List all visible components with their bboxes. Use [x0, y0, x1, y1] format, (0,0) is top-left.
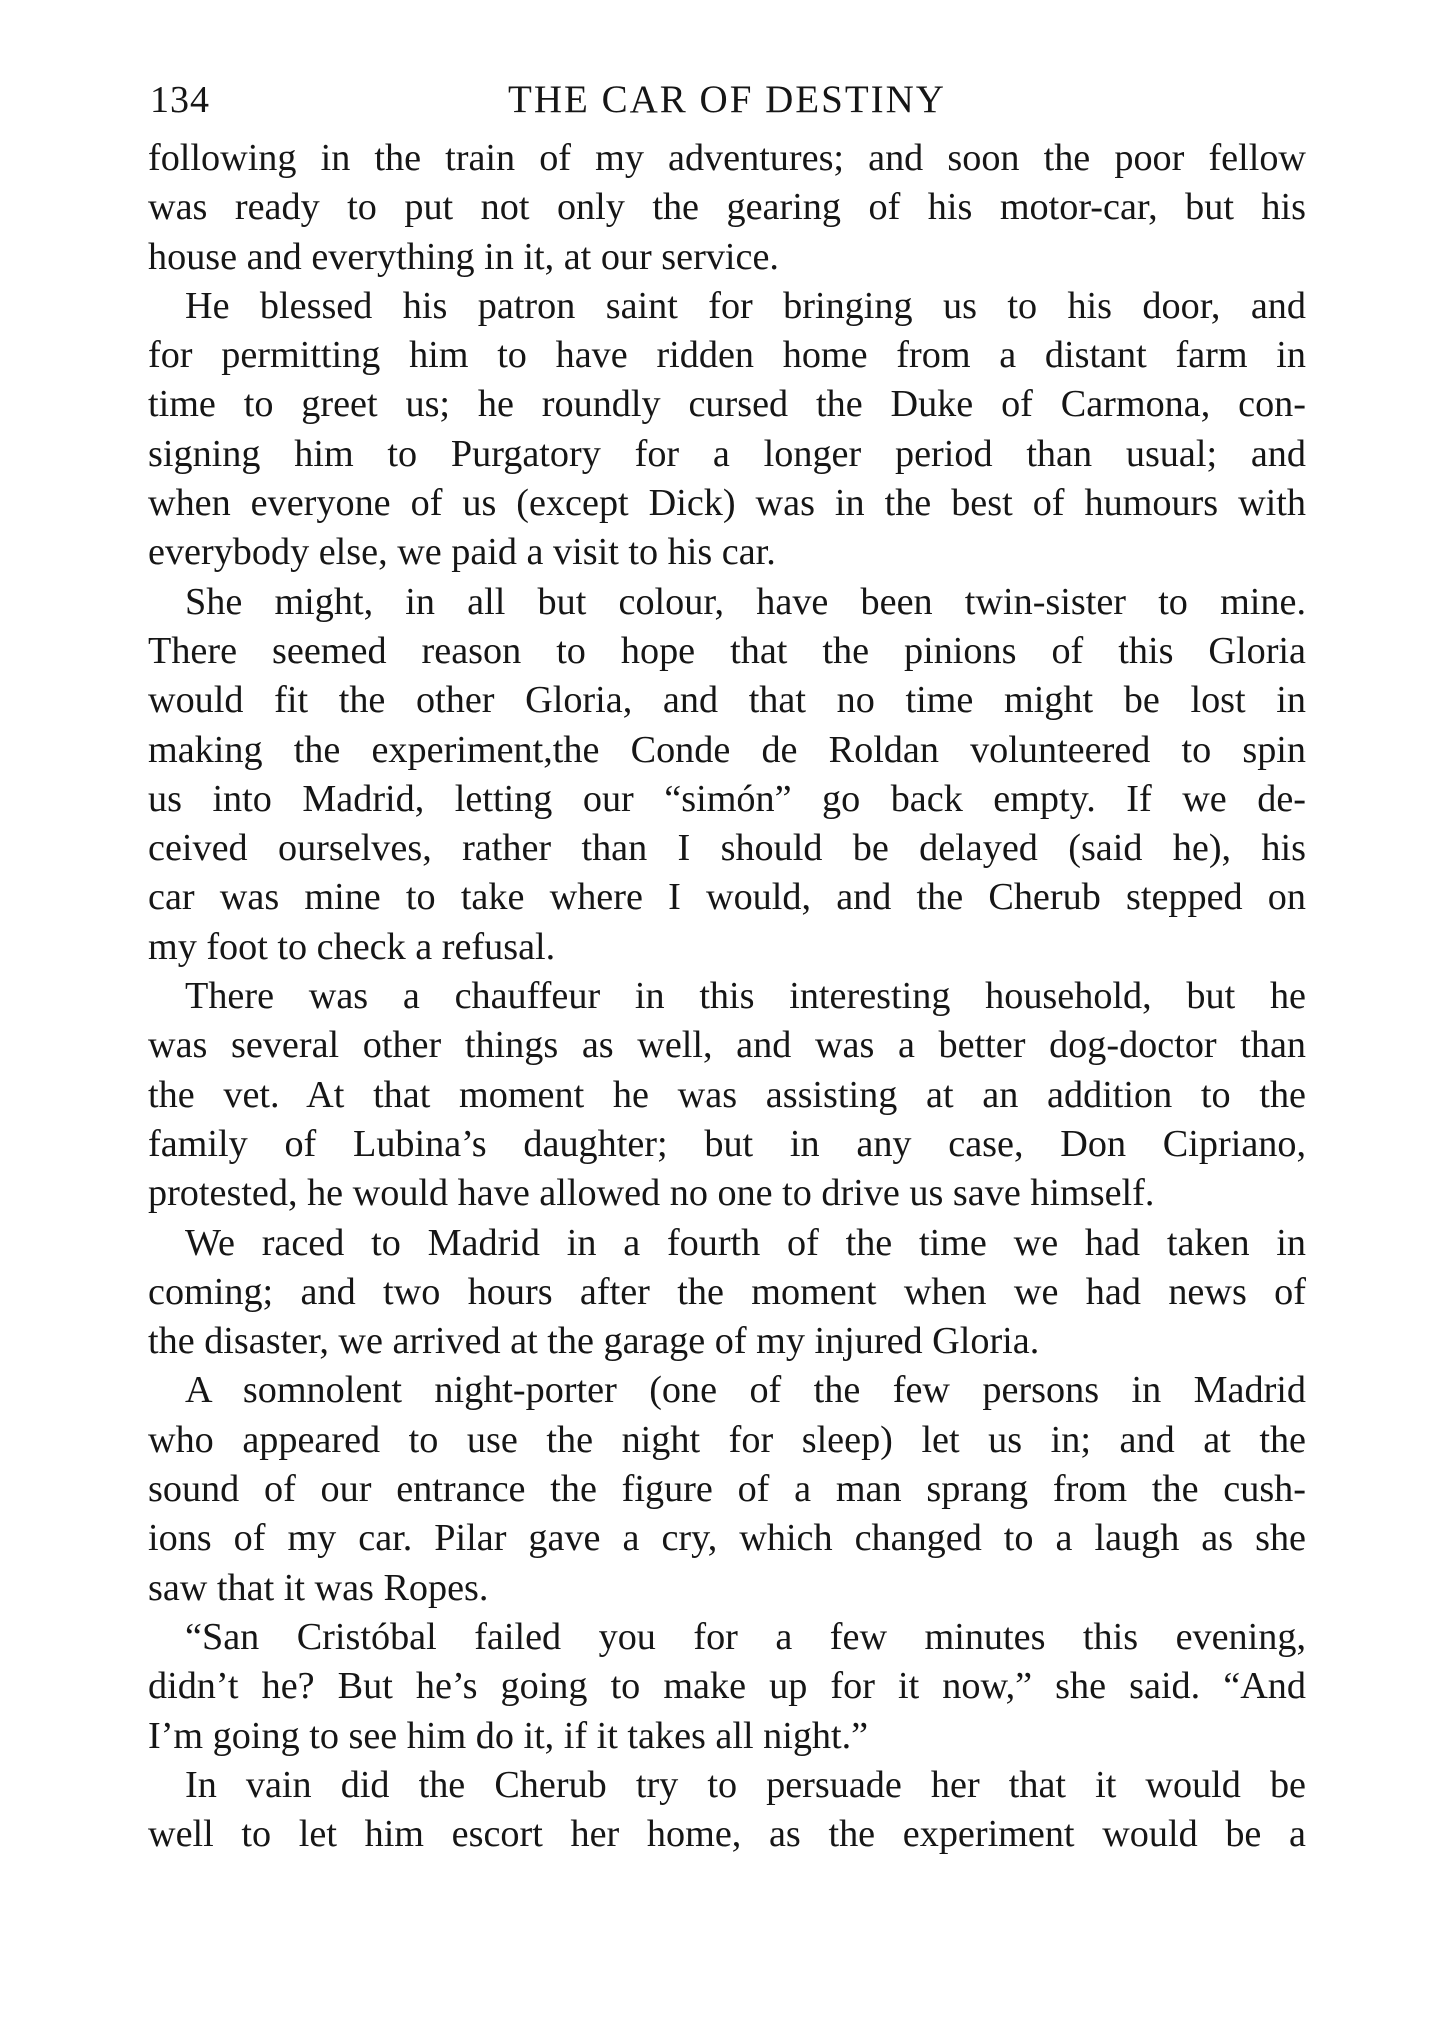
text-line: saw that it was Ropes.: [148, 1566, 489, 1609]
text-line: would fit the other Gloria, and that no time might be lost in: [148, 679, 1306, 722]
text-line: “San Cristóbal failed you for a few minutes this evening,: [185, 1615, 1306, 1658]
body-text: [148, 134, 1306, 1859]
paragraph: [148, 972, 1306, 1218]
text-line: time to greet us; he roundly cursed the Duke of Carmona, con-: [148, 383, 1306, 426]
paragraph: [148, 1219, 1306, 1367]
book-page: [148, 70, 1306, 1859]
text-line: In vain did the Cherub try to persuade her that it would be: [185, 1763, 1306, 1806]
text-line: She might, in all but colour, have been twin-sister to mine.: [185, 580, 1306, 623]
text-line: I’m going to see him do it, if it takes all night.”: [148, 1714, 869, 1757]
text-line: was ready to put not only the gearing of his motor-car, but his: [148, 186, 1306, 229]
text-line: signing him to Purgatory for a longer period than usual; and: [148, 432, 1306, 475]
text-line: the disaster, we arrived at the garage of my injured Gloria.: [148, 1320, 1040, 1363]
text-line: There was a chauffeur in this interesting household, but he: [185, 975, 1306, 1018]
text-line: ceived ourselves, rather than I should be delayed (said he), his: [148, 827, 1306, 870]
running-head: THE CAR OF DESTINY: [508, 78, 946, 121]
text-line: who appeared to use the night for sleep) let us in; and at the: [148, 1418, 1306, 1461]
text-line: well to let him escort her home, as the experiment would be a: [148, 1813, 1306, 1856]
text-line: ions of my car. Pilar gave a cry, which changed to a laugh as she: [148, 1517, 1306, 1560]
text-line: didn’t he? But he’s going to make up for it now,” she said. “And: [148, 1665, 1306, 1708]
text-line: He blessed his patron saint for bringing us to his door, and: [185, 284, 1306, 327]
text-line: We raced to Madrid in a fourth of the time we had taken in: [185, 1221, 1306, 1264]
text-line: everybody else, we paid a visit to his car.: [148, 531, 776, 574]
text-line: protested, he would have allowed no one to drive us save himself.: [148, 1172, 1155, 1215]
text-line: was several other things as well, and was a better dog-doctor than: [148, 1024, 1306, 1067]
text-line: A somnolent night-porter (one of the few persons in Madrid: [185, 1369, 1306, 1412]
page-header: [148, 70, 1306, 130]
text-line: my foot to check a refusal.: [148, 925, 556, 968]
text-line: car was mine to take where I would, and the Cherub stepped on: [148, 876, 1306, 919]
paragraph: [148, 1613, 1306, 1761]
text-line: for permitting him to have ridden home from a distant farm in: [148, 334, 1306, 377]
text-line: sound of our entrance the figure of a man sprang from the cush-: [148, 1468, 1306, 1511]
paragraph: [148, 1761, 1306, 1860]
page-number: 134: [150, 79, 210, 121]
paragraph: [148, 1366, 1306, 1612]
paragraph: [148, 578, 1306, 972]
text-line: There seemed reason to hope that the pinions of this Gloria: [148, 629, 1306, 672]
text-line: house and everything in it, at our service.: [148, 235, 779, 278]
text-line: family of Lubina’s daughter; but in any case, Don Cipriano,: [148, 1122, 1306, 1165]
text-line: us into Madrid, letting our “simón” go back empty. If we de-: [148, 777, 1306, 820]
paragraph: [148, 282, 1306, 578]
text-line: making the experiment,the Conde de Roldan volunteered to spin: [148, 728, 1306, 771]
text-line: coming; and two hours after the moment when we had news of: [148, 1270, 1306, 1313]
text-line: the vet. At that moment he was assisting at an addition to the: [148, 1073, 1306, 1116]
text-line: when everyone of us (except Dick) was in the best of humours with: [148, 482, 1306, 525]
paragraph: [148, 134, 1306, 282]
text-line: following in the train of my adventures; and soon the poor fellow: [148, 137, 1306, 179]
